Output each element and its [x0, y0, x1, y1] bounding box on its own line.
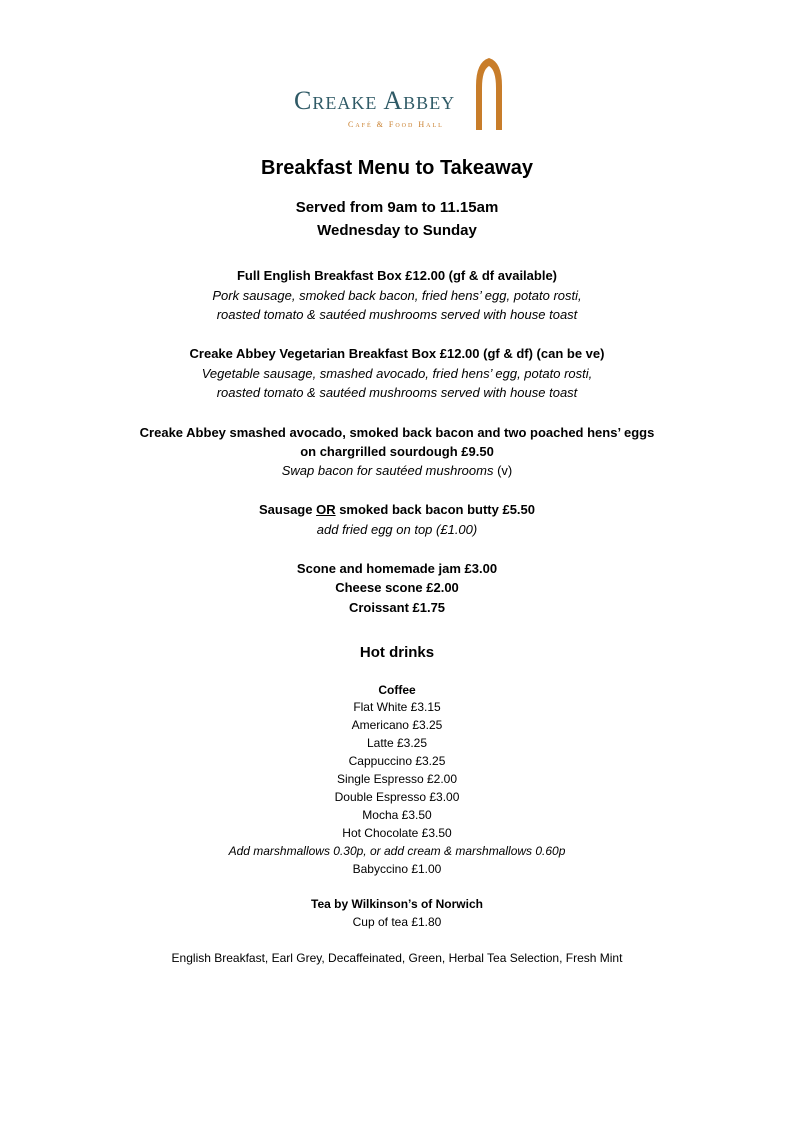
coffee-heading: Coffee [378, 683, 416, 697]
served-hours: Served from 9am to 11.15am [295, 199, 499, 216]
hot-drinks-heading: Hot drinks [359, 644, 435, 661]
coffee-item: Hot Chocolate £3.50 [342, 826, 452, 840]
avocado-title-1: Creake Abbey smashed avocado, smoked back bacon and two poached hens’ eggs [139, 425, 655, 440]
tea-price: Cup of tea £1.80 [352, 915, 442, 929]
bakery-item: Croissant £1.75 [348, 600, 446, 615]
coffee-item: Double Espresso £3.00 [334, 790, 460, 804]
full-english-desc-2: roasted tomato & sautéed mushrooms served with house toast [216, 307, 578, 322]
bakery-item: Cheese scone £2.00 [335, 580, 459, 595]
coffee-item: Flat White £3.15 [353, 700, 441, 714]
logo-subtitle: Café & Food Hall [348, 120, 444, 129]
avocado-swap-text: Swap bacon for sautéed mushrooms [281, 463, 494, 478]
avocado-title-2: on chargrilled sourdough £9.50 [300, 444, 494, 459]
coffee-item: Mocha £3.50 [362, 808, 432, 822]
abbey-arch-icon [472, 56, 506, 130]
vegetarian-title: Creake Abbey Vegetarian Breakfast Box £12.00 (gf & df) (can be ve) [189, 346, 605, 361]
butty-note: add fried egg on top (£1.00) [316, 522, 478, 537]
butty-or-text: OR [316, 502, 336, 517]
logo-wordmark: Creake Abbey [294, 86, 456, 115]
avocado-vegetarian-mark: (v) [497, 463, 513, 478]
vegetarian-desc-2: roasted tomato & sautéed mushrooms served with house toast [216, 385, 578, 400]
coffee-item: Americano £3.25 [351, 718, 443, 732]
coffee-item: Single Espresso £2.00 [336, 772, 458, 786]
avocado-note [0, 463, 794, 478]
butty-sausage-text: Sausage [259, 502, 317, 517]
babyccino-item: Babyccino £1.00 [352, 862, 442, 876]
full-english-title: Full English Breakfast Box £12.00 (gf & df available) [236, 268, 558, 283]
full-english-desc-1: Pork sausage, smoked back bacon, fried hens’ egg, potato rosti, [212, 288, 582, 303]
page-title: Breakfast Menu to Takeaway [261, 157, 533, 179]
butty-title [0, 502, 794, 517]
coffee-item: Latte £3.25 [366, 736, 428, 750]
served-days: Wednesday to Sunday [317, 222, 477, 239]
butty-bacon-text: smoked back bacon butty £5.50 [335, 502, 535, 517]
coffee-item: Cappuccino £3.25 [348, 754, 446, 768]
creake-abbey-logo [290, 56, 510, 136]
vegetarian-desc-1: Vegetable sausage, smashed avocado, fried hens’ egg, potato rosti, [201, 366, 593, 381]
tea-heading: Tea by Wilkinson’s of Norwich [311, 897, 483, 911]
coffee-extras: Add marshmallows 0.30p, or add cream & marshmallows 0.60p [228, 844, 566, 858]
tea-selection: English Breakfast, Earl Grey, Decaffeinated, Green, Herbal Tea Selection, Fresh Mint [171, 951, 623, 965]
bakery-item: Scone and homemade jam £3.00 [296, 561, 498, 576]
